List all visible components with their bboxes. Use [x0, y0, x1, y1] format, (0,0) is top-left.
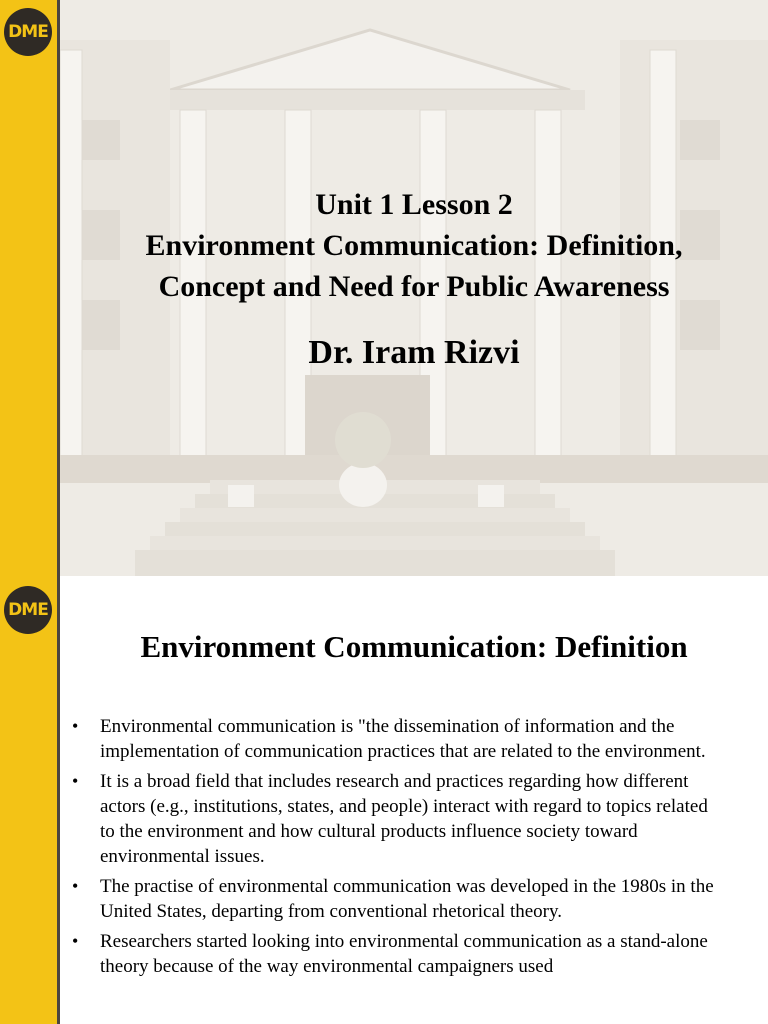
logo-text: DME	[8, 600, 48, 620]
title-line-2: Environment Communication: Definition,	[145, 229, 683, 262]
logo-text: DME	[8, 22, 48, 42]
slide-heading: Environment Communication: Definition	[140, 629, 688, 664]
bullet-item: • It is a broad field that includes research and practices regarding how different actors (e.g., institutions, states, and people) interact with regard to topics related to the environment and how cultural products influence society toward environmental issues.	[68, 769, 718, 869]
author-name: Dr. Iram Rizvi	[308, 334, 520, 371]
accent-sidebar	[0, 0, 57, 576]
definition-slide	[0, 576, 768, 1024]
bullet-list	[68, 714, 718, 984]
dme-logo	[4, 8, 52, 56]
accent-sidebar	[0, 576, 57, 1024]
title-line-1: Unit 1 Lesson 2	[315, 188, 513, 221]
dme-logo	[4, 586, 52, 634]
title-line-3: Concept and Need for Public Awareness	[158, 270, 670, 303]
bullet-item: • Researchers started looking into environmental communication as a stand-alone theory because of the way environmental campaigners used	[68, 929, 718, 979]
slide-title	[60, 184, 768, 307]
bullet-item: • Environmental communication is "the dissemination of information and the implementation of communication practices that are related to the environment.	[68, 714, 718, 764]
bullet-item: • The practise of environmental communication was developed in the 1980s in the United States, departing from conventional rhetorical theory.	[68, 874, 718, 924]
